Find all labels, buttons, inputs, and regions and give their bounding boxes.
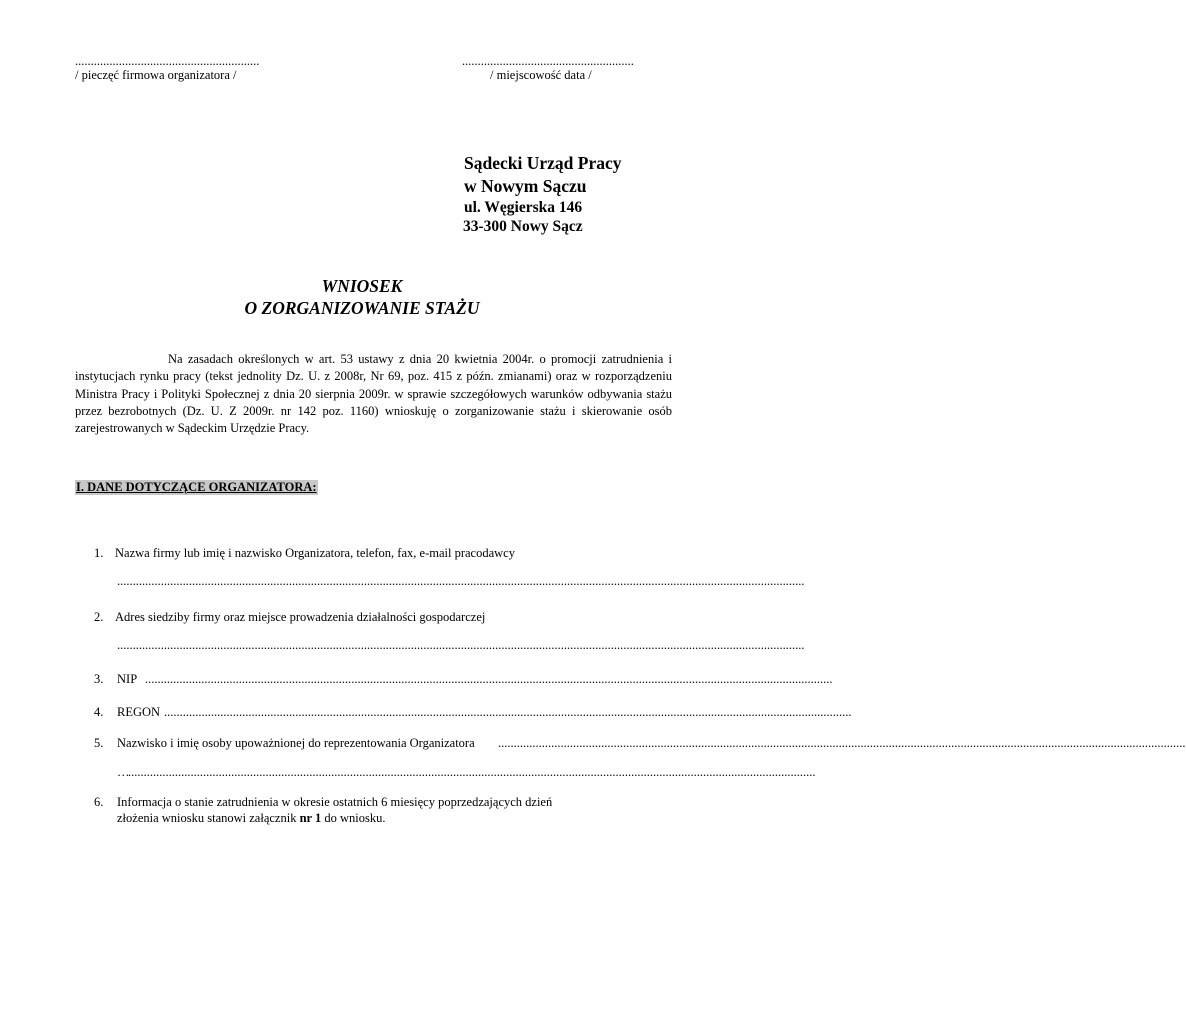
item-5-ellipsis: … [117,765,130,779]
document-title: WNIOSEK [321,276,403,296]
recipient-city: w Nowym Sączu [464,176,587,196]
representative-fill-line-2[interactable]: ............................................................................................................................................................................................................................ [128,765,816,779]
place-date-dots: ....................................................... [462,54,634,68]
section-heading: I. DANE DOTYCZĄCE ORGANIZATORA: [76,480,317,494]
item-6-text-c: do wniosku. [324,811,386,825]
document-subtitle: O ZORGANIZOWANIE STAŻU [244,298,480,318]
item-1-fill-line[interactable]: ............................................................................................................................................................................................................................ [117,574,805,588]
stamp-label: / pieczęć firmowa organizatora / [75,68,237,82]
item-6-number: 6. [94,795,104,809]
item-4-label: REGON [117,705,161,719]
regon-fill-line[interactable]: ............................................................................................................................................................................................................................ [164,705,852,719]
recipient-street: ul. Węgierska 146 [464,199,583,216]
intro-paragraph: Na zasadach określonych w art. 53 ustawy z dnia 20 kwietnia 2004r. o promocji zatrudnienia i instytucjach rynku pracy (tekst jednolity Dz. U. z 2008r, Nr 69, poz. 415 z późn. zmianami) oraz w rozporządzeniu Ministra Pracy i Polityki Społecznej z dnia 20 sierpnia 2009r. w sprawie szczegółowych warunków odbywania stażu przez bezrobotnych (Dz. U. Z 2009r. nr 142 poz. 1160) wnioskuję o zorganizowanie stażu i skierowanie osób zarejestrowanych w Sądeckim Urzędzie Pracy. [75,352,672,436]
item-2-fill-line[interactable]: ............................................................................................................................................................................................................................ [117,638,805,652]
item-2-number: 2. [94,610,104,624]
item-3-number: 3. [94,672,104,686]
representative-fill-line[interactable]: ............................................................................................................................................................................................................................ [498,736,1186,750]
stamp-dots: ........................................................... [75,54,260,68]
item-3-label: NIP [117,672,138,686]
recipient-postcode: 33-300 Nowy Sącz [463,218,583,235]
item-5-label: Nazwisko i imię osoby upoważnionej do reprezentowania Organizatora [117,736,475,750]
recipient-office: Sądecki Urząd Pracy [464,153,622,173]
item-6-text-b: złożenia wniosku stanowi załącznik [117,811,297,825]
place-date-label: / miejscowość data / [490,68,592,82]
item-4-number: 4. [94,705,104,719]
attachment-number: nr 1 [299,811,322,825]
item-5-number: 5. [94,736,104,750]
item-1-number: 1. [94,546,104,560]
item-1-label: Nazwa firmy lub imię i nazwisko Organizatora, telefon, fax, e-mail pracodawcy [115,546,515,560]
item-2-label: Adres siedziby firmy oraz miejsce prowadzenia działalności gospodarczej [115,610,486,624]
item-6-label-line1: Informacja o stanie zatrudnienia w okresie ostatnich 6 miesięcy poprzedzających dzień [117,795,553,809]
nip-fill-line[interactable]: ............................................................................................................................................................................................................................ [145,672,833,686]
item-6-label-line2 [117,811,385,826]
